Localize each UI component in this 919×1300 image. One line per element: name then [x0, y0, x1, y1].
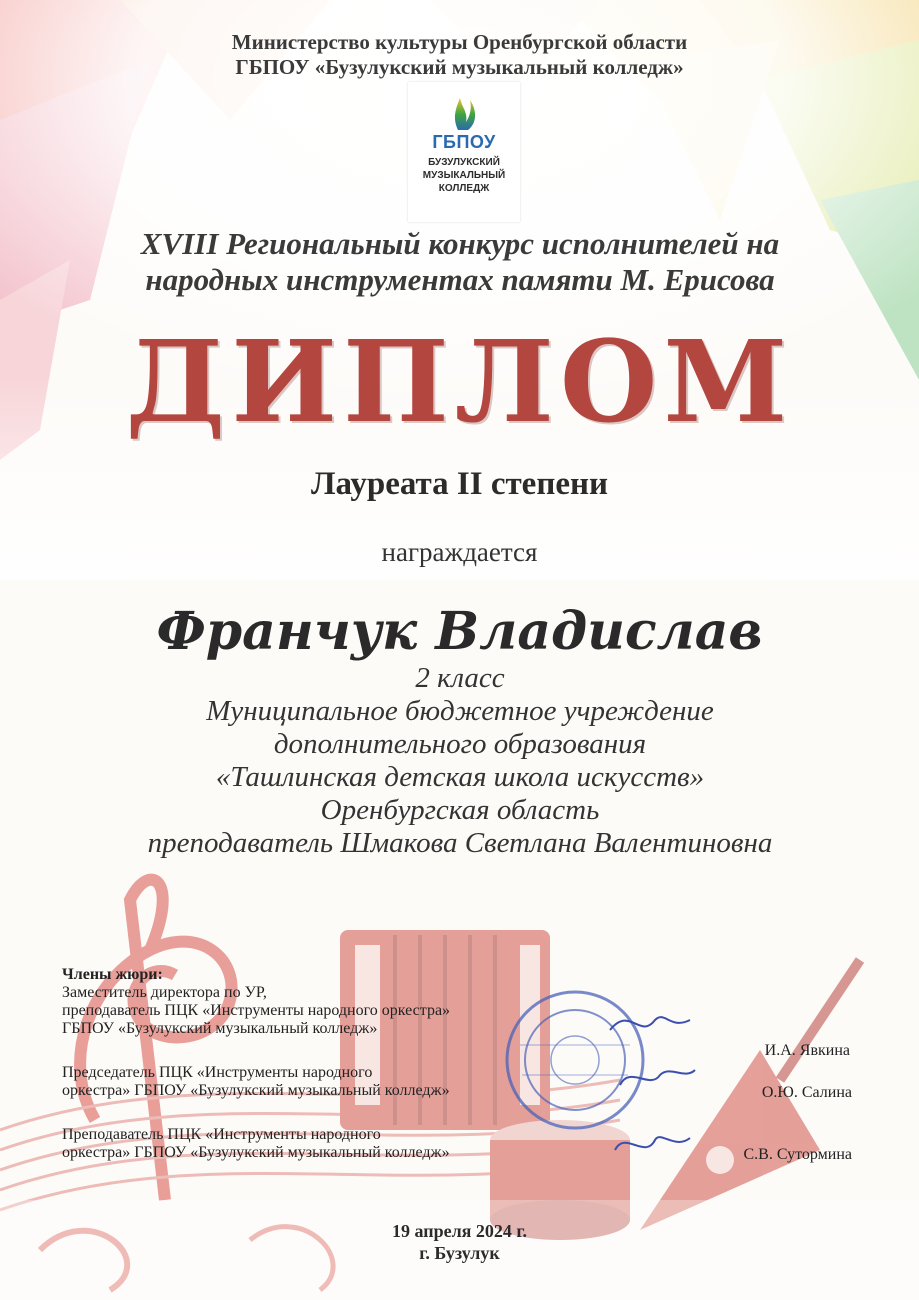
award-date: 19 апреля 2024 г.	[391, 1221, 528, 1241]
contest-line: XVIII Региональный конкурс исполнителей на	[140, 226, 780, 261]
diploma-title: ДИПЛОМ	[125, 317, 794, 448]
jury-member	[62, 1126, 862, 1162]
footer	[0, 1220, 919, 1264]
jury-member-role	[62, 1126, 582, 1162]
contest-line: народных инструментах памяти М. Ерисова	[145, 262, 775, 297]
college-line: ГБПОУ «Бузулукский музыкальный колледж»	[235, 55, 684, 79]
recipient-details	[40, 662, 880, 860]
jury-member-role	[62, 1064, 582, 1100]
college-logo	[408, 82, 520, 222]
teacher: преподаватель Шмакова Светлана Валентиновна	[147, 827, 773, 859]
recipient-name: Франчук Владислав	[156, 601, 763, 662]
award-city: г. Бузулук	[419, 1243, 500, 1263]
contest-title	[40, 226, 880, 298]
role-line: Председатель ПЦК «Инструменты народного	[62, 1064, 373, 1081]
logo-name-line: МУЗЫКАЛЬНЫЙ	[422, 170, 506, 181]
laureate-degree: Лауреата II степени	[310, 466, 609, 502]
jury-member	[62, 984, 862, 1059]
logo-name-line: БУЗУЛУКСКИЙ	[428, 157, 500, 168]
logo-name-line: КОЛЛЕДЖ	[438, 183, 490, 194]
organization-line: дополнительного образования	[273, 728, 647, 760]
jury-member-name: О.Ю. Салина	[761, 1084, 852, 1101]
role-line: оркестра» ГБПОУ «Бузулукский музыкальный колледж»	[62, 1144, 450, 1161]
region: Оренбургская область	[320, 794, 600, 826]
role-line: преподаватель ПЦК «Инструменты народного оркестра»	[62, 1002, 451, 1019]
jury-member-role	[62, 984, 582, 1038]
organization-line: Муниципальное бюджетное учреждение	[206, 695, 714, 727]
role-line: ГБПОУ «Бузулукский музыкальный колледж»	[62, 1020, 378, 1037]
jury-member	[62, 1064, 862, 1100]
role-line: Заместитель директора по УР,	[62, 984, 267, 1001]
role-line: оркестра» ГБПОУ «Бузулукский музыкальный колледж»	[62, 1082, 450, 1099]
organization-line: «Ташлинская детская школа искусств»	[215, 761, 705, 793]
grade: 2 класс	[415, 662, 505, 694]
jury-member-name: И.А. Явкина	[764, 1042, 850, 1059]
jury-member-name: С.В. Сутормина	[743, 1146, 852, 1163]
role-line: Преподаватель ПЦК «Инструменты народного	[62, 1126, 381, 1143]
ministry-header	[0, 30, 919, 80]
ministry-line: Министерство культуры Оренбургской области	[231, 30, 688, 54]
jury-section	[62, 966, 862, 1162]
awarded-text: награждается	[381, 537, 538, 567]
logo-abbreviation: ГБПОУ	[432, 132, 496, 152]
logo-name	[408, 156, 520, 195]
jury-heading: Члены жюри:	[62, 966, 163, 983]
